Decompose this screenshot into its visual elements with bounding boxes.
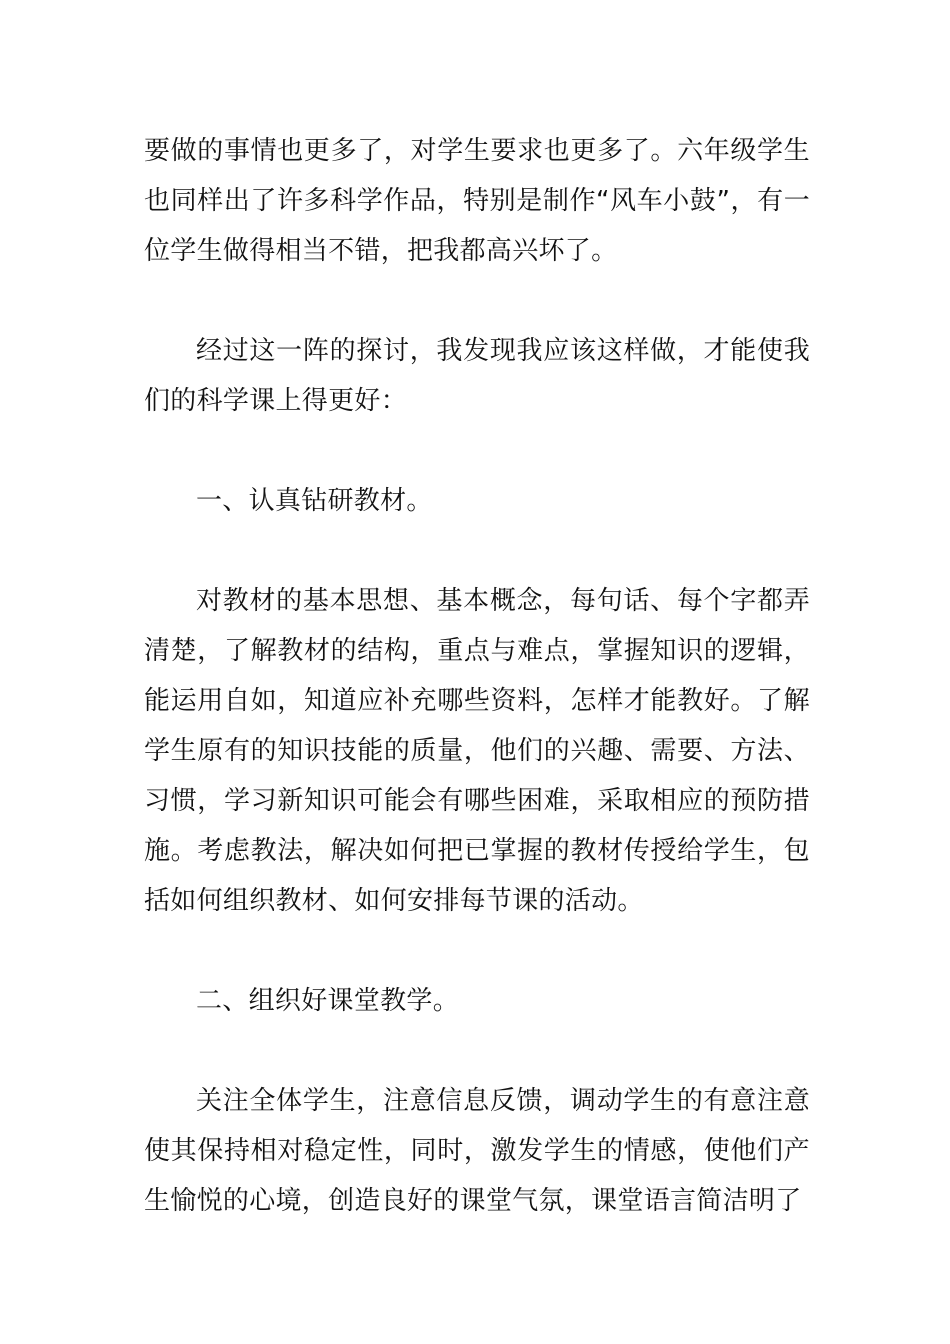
paragraph-intro: 经过这一阵的探讨，我发现我应该这样做，才能使我们的科学课上得更好： xyxy=(144,336,810,416)
document-page xyxy=(144,126,810,1226)
section-heading-1: 一、认真钻研教材。 xyxy=(196,486,433,516)
paragraph-section-1: 对教材的基本思想、基本概念，每句话、每个字都弄清楚，了解教材的结构，重点与难点，掌握知识的逻辑，能运用自如，知道应补充哪些资料，怎样才能教好。了解学生原有的知识技能的质量，他们的兴趣、需要、方法、习惯，学习新知识可能会有哪些困难，采取相应的预防措施。考虑教法，解决如何把已掌握的教材传授给学生，包括如何组织教材、如何安排每节课的活动。 xyxy=(144,586,810,916)
paragraph-continuation: 要做的事情也更多了，对学生要求也更多了。六年级学生也同样出了许多科学作品，特别是制作“风车小鼓”，有一位学生做得相当不错，把我都高兴坏了。 xyxy=(144,136,810,266)
section-heading-2: 二、组织好课堂教学。 xyxy=(196,986,460,1016)
paragraph-section-2: 关注全体学生，注意信息反馈，调动学生的有意注意使其保持相对稳定性，同时，激发学生的情感，使他们产生愉悦的心境，创造良好的课堂气氛，课堂语言简洁明了 xyxy=(144,1086,810,1216)
